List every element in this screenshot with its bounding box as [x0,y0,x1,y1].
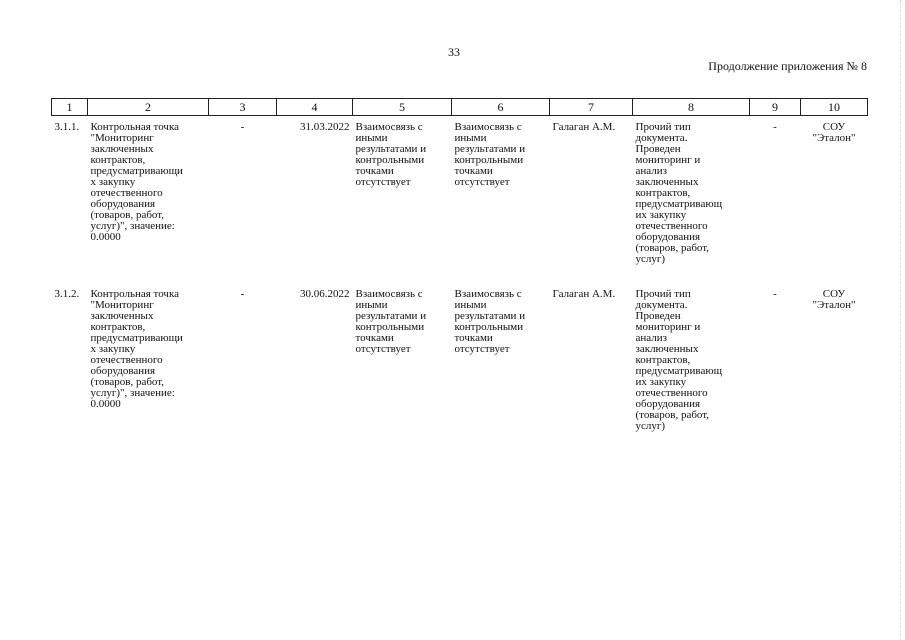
due-date: 30.06.2022 [300,288,350,300]
header-col-4: 4 [277,99,353,116]
continuation-title: Продолжение приложения № 8 [708,59,867,73]
responsible-person: Галаган А.М. [552,121,616,133]
system-name: СОУ "Эталон" [812,288,856,311]
header-col-1: 1 [52,99,88,116]
checkpoint-name: Контрольная точка "Мониторинг заключенных контрактов, предусматривающи х закупку отечественного оборудования (товаров, работ, услуг)", значение: 0.0000 [90,288,183,410]
table-row [52,265,868,432]
header-col-8: 8 [633,99,750,116]
header-col-2: 2 [88,99,209,116]
page-number: 33 [448,45,460,59]
appendix-table [51,98,868,432]
col3-value: - [240,288,245,300]
relation-col5: Взаимосвязь с иными результатами и контрольными точками отсутствует [355,288,427,355]
row-number: 3.1.1. [54,121,80,133]
header-col-6: 6 [452,99,550,116]
responsible-person: Галаган А.М. [552,288,616,300]
col9-value: - [773,121,777,133]
header-row [52,99,868,116]
document-type: Прочий тип документа. Проведен мониторинг и анализ заключенных контрактов, предусматривающ их закупку отечественного оборудования (товаров, работ, услуг) [635,121,723,265]
row-number: 3.1.2. [54,288,80,300]
header-col-5: 5 [353,99,452,116]
relation-col5: Взаимосвязь с иными результатами и контрольными точками отсутствует [355,121,427,188]
header-col-10: 10 [801,99,868,116]
system-name: СОУ "Эталон" [812,121,856,144]
relation-col6: Взаимосвязь с иными результатами и контрольными точками отсутствует [454,121,526,188]
checkpoint-name: Контрольная точка "Мониторинг заключенных контрактов, предусматривающи х закупку отечественного оборудования (товаров, работ, услуг)", значение: 0.0000 [90,121,183,243]
relation-col6: Взаимосвязь с иными результатами и контрольными точками отсутствует [454,288,526,355]
document-type: Прочий тип документа. Проведен мониторинг и анализ заключенных контрактов, предусматривающ их закупку отечественного оборудования (товаров, работ, услуг) [635,288,723,432]
header-col-3: 3 [209,99,277,116]
col3-value: - [240,121,245,133]
scan-edge-divider [899,0,901,640]
col9-value: - [773,288,777,300]
due-date: 31.03.2022 [300,121,350,133]
header-col-9: 9 [750,99,801,116]
table-row [52,116,868,266]
header-col-7: 7 [550,99,633,116]
